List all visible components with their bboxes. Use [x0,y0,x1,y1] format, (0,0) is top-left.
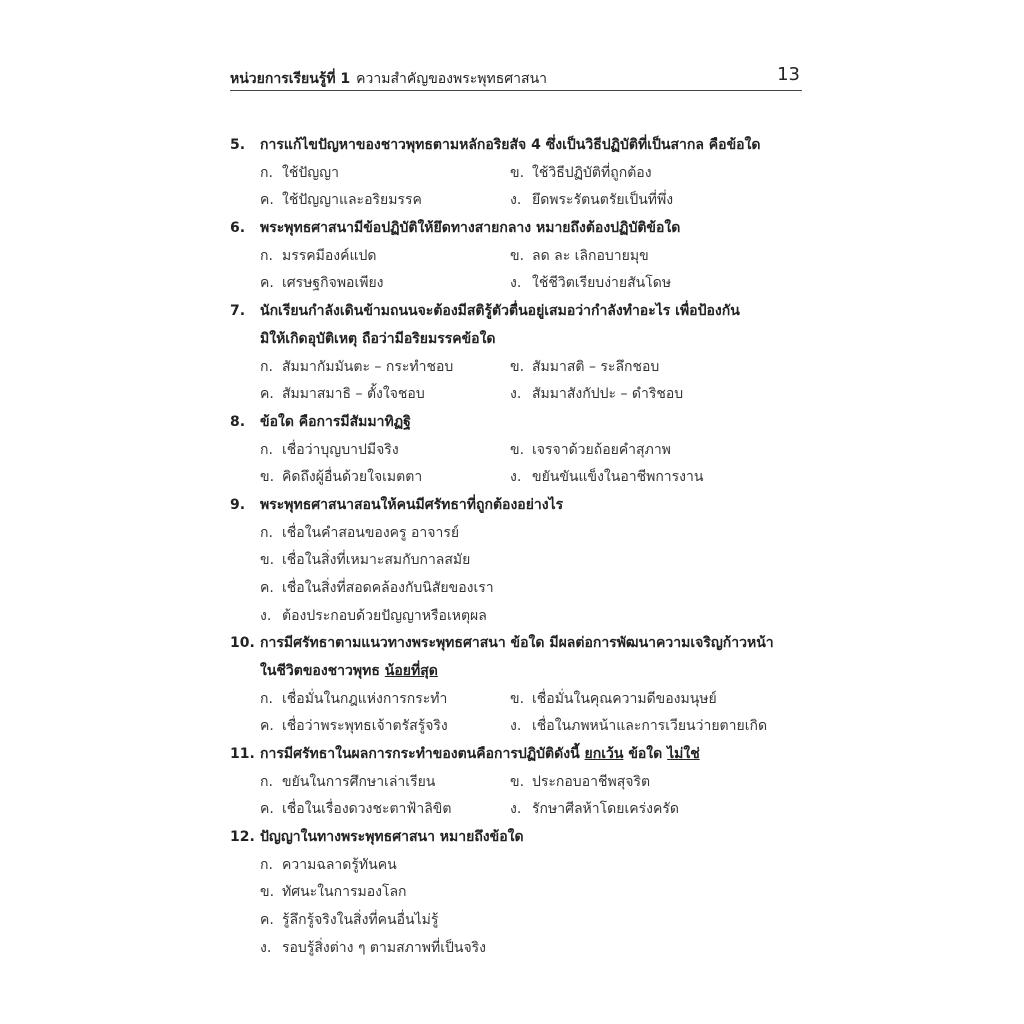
option: ก. มรรคมีองค์แปด [260,248,377,264]
option: ง. เชื่อในภพหน้าและการเวียนว่ายตายเกิด [510,718,768,734]
option: ค. ใช้ปัญญาและอริยมรรค [260,192,422,208]
question-10: 10. การมีศรัทธาตามแนวทางพระพุทธศาสนา ข้อใด มีผลต่อการพัฒนาความเจริญก้าวหน้า [230,635,774,651]
option: ค. เชื่อในเรื่องดวงชะตาฟ้าลิขิต [260,801,452,817]
question-text: ข้อใด คือการมีสัมมาทิฏฐิ [260,414,411,430]
question-8: 8. ข้อใด คือการมีสัมมาทิฏฐิ [230,414,411,430]
option: ก. เชื่อในคำสอนของครู อาจารย์ [260,525,460,541]
question-text: การแก้ไขปัญหาของชาวพุทธตามหลักอริยสัจ 4 ซึ่งเป็นวิธีปฏิบัติที่เป็นสากล คือข้อใด [260,137,761,153]
option: ง. ยึดพระรัตนตรัยเป็นที่พึ่ง [510,192,674,208]
option: ง. ต้องประกอบด้วยปัญญาหรือเหตุผล [260,608,487,624]
option: ข. ทัศนะในการมองโลก [260,884,407,900]
unit-title: ความสำคัญของพระพุทธศาสนา [356,71,547,87]
option: ข. คิดถึงผู้อื่นด้วยใจเมตตา [260,469,423,485]
option: ง. รักษาศีลห้าโดยเคร่งครัด [510,801,679,817]
option: ข. สัมมาสติ – ระลึกชอบ [510,359,660,375]
question-12: 12. ปัญญาในทางพระพุทธศาสนา หมายถึงข้อใด [230,829,524,845]
question-text: นักเรียนกำลังเดินข้ามถนนจะต้องมีสติรู้ตัวตื่นอยู่เสมอว่ากำลังทำอะไร เพื่อป้องกัน [260,303,740,319]
option: ก. เชื่อมั่นในกฎแห่งการกระทำ [260,691,448,707]
option: ค. เชื่อว่าพระพุทธเจ้าตรัสรู้จริง [260,718,448,734]
question-9: 9. พระพุทธศาสนาสอนให้คนมีศรัทธาที่ถูกต้องอย่างไร [230,497,564,513]
emphasis-underlined: ไม่ใช่ [667,746,700,762]
emphasis-underlined: ยกเว้น [584,746,624,762]
option: ค. เชื่อในสิ่งที่สอดคล้องกับนิสัยของเรา [260,580,494,596]
question-text: พระพุทธศาสนาสอนให้คนมีศรัทธาที่ถูกต้องอย่างไร [260,497,564,513]
option: ง. รอบรู้สิ่งต่าง ๆ ตามสภาพที่เป็นจริง [260,940,486,956]
unit-label: หน่วยการเรียนรู้ที่ 1 ความสำคัญของพระพุทธศาสนา [230,71,547,87]
option: ง. ขยันขันแข็งในอาชีพการงาน [510,469,704,485]
option: ข. ลด ละ เลิกอบายมุข [510,248,649,264]
option: ข. เชื่อมั่นในคุณความดีของมนุษย์ [510,691,717,707]
question-7: 7. นักเรียนกำลังเดินข้ามถนนจะต้องมีสติรู้ตัวตื่นอยู่เสมอว่ากำลังทำอะไร เพื่อป้องกัน [230,303,740,319]
question-11: 11. การมีศรัทธาในผลการกระทำของตนคือการปฏิบัติดังนี้ ยกเว้น ข้อใด ไม่ใช่ [230,746,700,762]
option: ค. รู้ลึกรู้จริงในสิ่งที่คนอื่นไม่รู้ [260,912,439,928]
option: ก. ความฉลาดรู้ทันคน [260,857,397,873]
option: ข. เจรจาด้วยถ้อยคำสุภาพ [510,442,671,458]
option: ข. ใช้วิธีปฏิบัติที่ถูกต้อง [510,165,652,181]
option: ง. ใช้ชีวิตเรียบง่ายสันโดษ [510,275,672,291]
option: ค. สัมมาสมาธิ – ตั้งใจชอบ [260,386,425,402]
question-10-continued: ในชีวิตของชาวพุทธ น้อยที่สุด [260,663,438,679]
page-header [230,66,802,91]
question-6: 6. พระพุทธศาสนามีข้อปฏิบัติให้ยึดทางสายกลาง หมายถึงต้องปฏิบัติข้อใด [230,220,681,236]
option: ข. เชื่อในสิ่งที่เหมาะสมกับกาลสมัย [260,552,471,568]
question-text: พระพุทธศาสนามีข้อปฏิบัติให้ยึดทางสายกลาง หมายถึงต้องปฏิบัติข้อใด [260,220,681,236]
question-7-continued: มิให้เกิดอุบัติเหตุ ถือว่ามีอริยมรรคข้อใด [260,331,496,347]
option: ค. เศรษฐกิจพอเพียง [260,275,384,291]
question-text: การมีศรัทธาตามแนวทางพระพุทธศาสนา ข้อใด มีผลต่อการพัฒนาความเจริญก้าวหน้า [260,635,774,651]
option: ง. สัมมาสังกัปปะ – ดำริชอบ [510,386,684,402]
question-text: การมีศรัทธาในผลการกระทำของตนคือการปฏิบัติดังนี้ [260,746,580,762]
option: ก. ใช้ปัญญา [260,165,339,181]
option: ข. ประกอบอาชีพสุจริต [510,774,651,790]
option: ก. ขยันในการศึกษาเล่าเรียน [260,774,436,790]
page-number: 13 [777,64,800,85]
option: ก. สัมมากัมมันตะ – กระทำชอบ [260,359,454,375]
question-text: ปัญญาในทางพระพุทธศาสนา หมายถึงข้อใด [260,829,524,845]
question-5: 5. การแก้ไขปัญหาของชาวพุทธตามหลักอริยสัจ 4 ซึ่งเป็นวิธีปฏิบัติที่เป็นสากล คือข้อใด [230,137,761,153]
option: ก. เชื่อว่าบุญบาปมีจริง [260,442,399,458]
emphasis-underlined: น้อยที่สุด [384,663,438,679]
